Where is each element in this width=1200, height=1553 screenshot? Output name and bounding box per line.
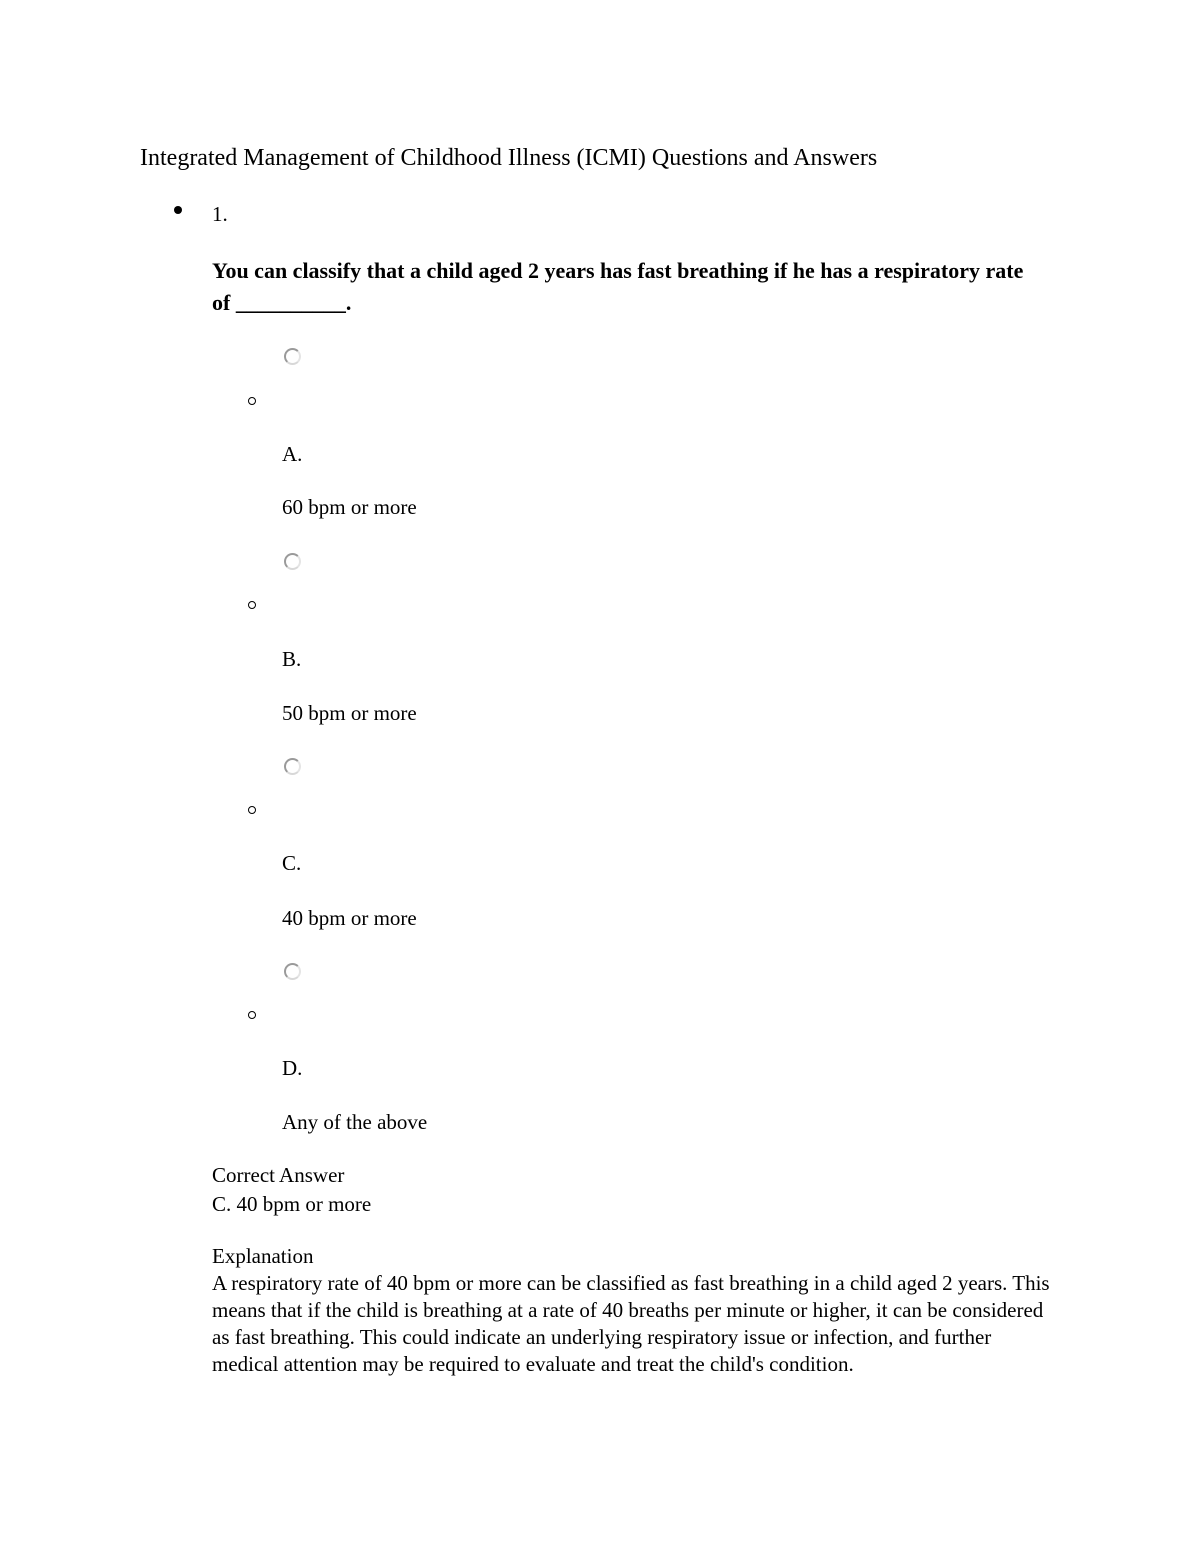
option-text: 40 bpm or more (282, 906, 417, 930)
explanation-text: A respiratory rate of 40 bpm or more can be classified as fast breathing in a child aged 2 years. This means that if the child is breathing at a rate of 40 breaths per minute or higher, it can be considered as fast breathing. This could indicate an underlying respiratory issue or infection, and further medical attention may be required to evaluate and treat the child's condition. (212, 1271, 1050, 1376)
page-title: Integrated Management of Childhood Illness (ICMI) Questions and Answers (140, 145, 878, 171)
question-text: You can classify that a child aged 2 years has fast breathing if he has a respiratory rate of __________. (212, 258, 1024, 315)
circle-bullet-icon (248, 601, 256, 609)
explanation-block (212, 1243, 1052, 1378)
circle-bullet-icon (248, 1011, 256, 1019)
radio-button-icon[interactable] (284, 758, 301, 775)
radio-button-icon[interactable] (284, 963, 301, 980)
disc-bullet-icon (174, 206, 182, 214)
circle-bullet-icon (248, 806, 256, 814)
question-number: 1. (212, 202, 228, 226)
option-letter: C. (282, 851, 302, 875)
answer-block (212, 1161, 371, 1219)
explanation-label: Explanation (212, 1244, 314, 1268)
option-text: 50 bpm or more (282, 701, 417, 725)
answer-label: Correct Answer (212, 1163, 345, 1187)
circle-bullet-icon (248, 397, 256, 405)
option-letter: B. (282, 647, 302, 671)
option-letter: A. (282, 442, 303, 466)
radio-button-icon[interactable] (284, 553, 301, 570)
option-text: Any of the above (282, 1110, 428, 1134)
answer-value: C. 40 bpm or more (212, 1192, 372, 1216)
option-text: 60 bpm or more (282, 495, 417, 519)
radio-button-icon[interactable] (284, 348, 301, 365)
option-letter: D. (282, 1056, 303, 1080)
